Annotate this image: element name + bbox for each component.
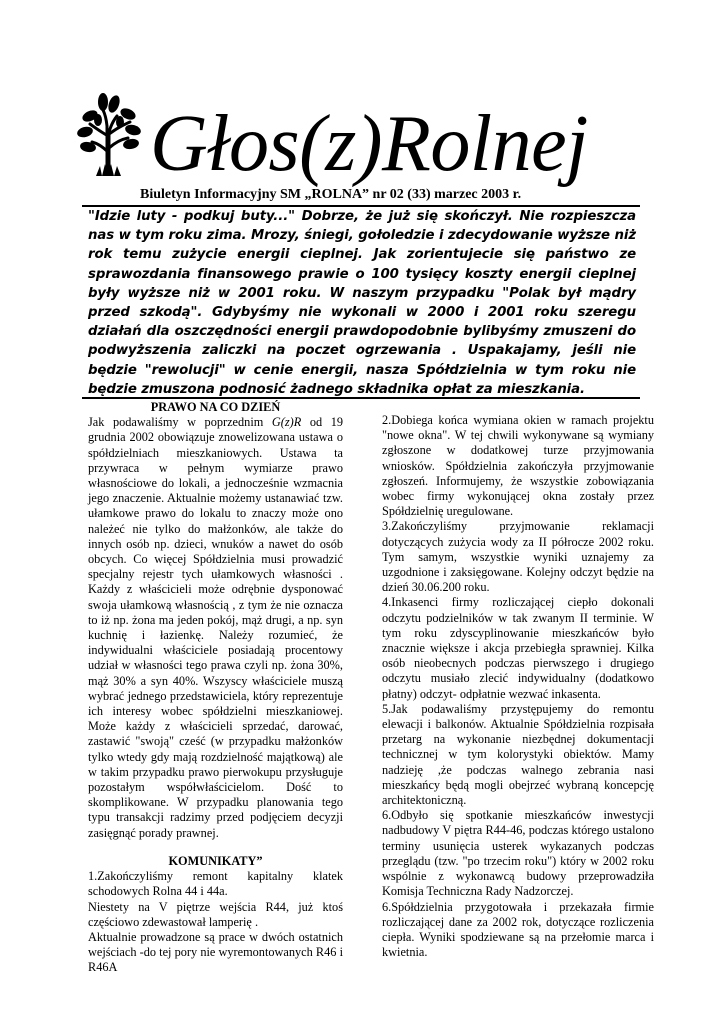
list-item: 6.Spółdzielnia przygotowała i przekazała firmie rozliczającej dane za 2002 rok, dotyczące rozliczenia ciepła. Wyniki spodziewane są na przełomie marca i kwietnia.	[382, 899, 654, 960]
list-item: Niestety na V piętrze wejścia R44, już ktoś częściowo zdewastował lamperię .	[88, 899, 343, 929]
lead-paragraph: "Idzie luty - podkuj buty..." Dobrze, że już się skończył. Nie rozpieszcza nas w tym roku zima. Mrozy, śniegi, gołoledzie i zdecydowanie wyższe niż rok temu zużycie energii cieplnej. Jak zorientujecie się państwo ze sprawozdania finansowego prawie o 100 tysięcy koszty energii cieplnej były wyższe niż w 2001 roku. W naszym przypadku "Polak był mądry przed szkodą". Gdybyśmy nie wykonali w 2000 i 2001 roku szeregu działań dla oszczędności energii prawdopodobnie bylibyśmy zmuszeni do podwyższenia zaliczki na poczet ogrzewania . Uspakajamy, jeśli nie będzie "rewolucji" w cenie energii, nasza Spółdzielnia w tym roku nie będzie zmuszona podnosić żadnego składnika opłat za mieszkania.	[88, 209, 636, 397]
section-heading-komunikaty: KOMUNIKATY”	[168, 853, 263, 868]
list-item: 1.Zakończyliśmy remont kapitalny klatek schodowych Rolna 44 i 44a.	[88, 869, 343, 899]
publication-abbrev: G(z)R	[271, 415, 302, 430]
list-item: 4.Inkasenci firmy rozliczającej ciepło dokonali odczytu podzielników w tak zwanym II terminie. W tym roku zdyscyplinowanie mieszkańców było znacznie większe i akcja przebiegła sprawniej. Kilka osób nieobecnych podczas pierwszego i drugiego odczytu musiało zlecić indywidualny (dodatkowo płatny) odczyt- odpłatnie wezwać inkasenta.	[382, 595, 654, 701]
list-item: 6.Odbyło się spotkanie mieszkańców inwestycji nadbudowy V piętra R44-46, podczas którego ustalono terminy usunięcia usterek wykazanych podczas przeglądu (tzw. "po trzecim roku") który w 2002 roku wspólnie z wykonawcą budowy przeprowadziła Komisja Techniczna Rady Nadzorczej.	[382, 808, 654, 899]
section-body-prawo	[88, 415, 343, 841]
lead-rule	[82, 397, 640, 399]
body-text: od 19 grudnia 2002 obowiązuje znowelizowana ustawa o spółdzielniach mieszkaniowych. Ustawa ta przywraca w pełnym wymiarze prawo własnościowe do lokali, a jednocześnie wzmacnia jego znaczenie. Aktualnie możemy ustanawiać tzw. ułamkowe prawo do lokalu to znaczy może ono należeć nie tylko do małżonków, ale także do innych osób np. dzieci, wnuków a nawet do osób obcych. Co więcej Spółdzielnia musi prowadzić specjalny rejestr tych ułamkowych własności . Każdy z właścicieli może odrębnie dysponować swoja ułamkową własnością , z tym że nie oznacza to iż np. żona ma jeden pokój, mąż drugi, a np. syn kuchnię i łazienkę. Należy rozumieć, że indywidualni właściciele posiadają procentowy udział w własności tego prawa czyli np. żona 30%, mąż 30% a syn 40%. Wszyscy właściciele muszą wybrać jednego przedstawiciela, który reprezentuje ich interesy wobec spółdzielni mieszkaniowej. Może każdy z właścicieli sprzedać, darować, zastawić "swoją" cześć (w przypadku małżonków tylko wtedy gdy mają rozdzielność majątkową) ale w takim przypadku prawo pierwokupu przysługuje pozostałym współwłaścicielom. Dość to skomplikowane. W przypadku planowania tego typu transakcji radzimy przed podjęciem decyzji zasięgnąć porady prawnej.	[88, 415, 343, 840]
body-intro: Jak podawaliśmy w poprzednim	[88, 415, 272, 430]
right-column	[382, 413, 654, 960]
left-column	[88, 400, 343, 976]
list-item: 3.Zakończyliśmy przyjmowanie reklamacji dotyczących zużycia wody za II półrocze 2002 roku. Tym samym, wszystkie wyniki uznajemy za uzgodnione i zaksięgowane. Kolejny odczyt będzie na dzień 30.06.200 roku.	[382, 519, 654, 595]
section-heading-prawo: PRAWO NA CO DZIEŃ	[150, 400, 281, 414]
list-item: 5.Jak podawaliśmy przystępujemy do remontu elewacji i balkonów. Aktualnie Spółdzielnia rozpisała przetarg na wykonanie niezbędnej dokumentacji technicznej w tym kolorystyki obiektów. Mamy nadzieję ,że podczas walnego zebrania nasi mieszkańcy będą mogli obejrzeć wybraną koncepcję architektoniczną.	[382, 701, 654, 808]
list-item: 2.Dobiega końca wymiana okien w ramach projektu "nowe okna". W tej chwili wykonywane są wymiany zgłoszone w dodatkowej turze przyjmowania wniosków. Spółdzielnia zakończyła przyjmowanie zgłoszeń. Informujemy, że wszystkie zobowiązania wobec firmy wykonującej okna zostały przez Spółdzielnię uregulowane.	[382, 413, 654, 519]
newsletter-title: Głos(z)Rolnej	[150, 100, 588, 188]
newsletter-subtitle: Biuletyn Informacyjny SM „ROLNA” nr 02 (33) marzec 2003 r.	[140, 187, 522, 202]
tree-icon	[76, 92, 142, 176]
list-item: Aktualnie prowadzone są prace w dwóch ostatnich wejściach -do tej pory nie wyremontowanych R46 i R46A	[88, 929, 343, 975]
